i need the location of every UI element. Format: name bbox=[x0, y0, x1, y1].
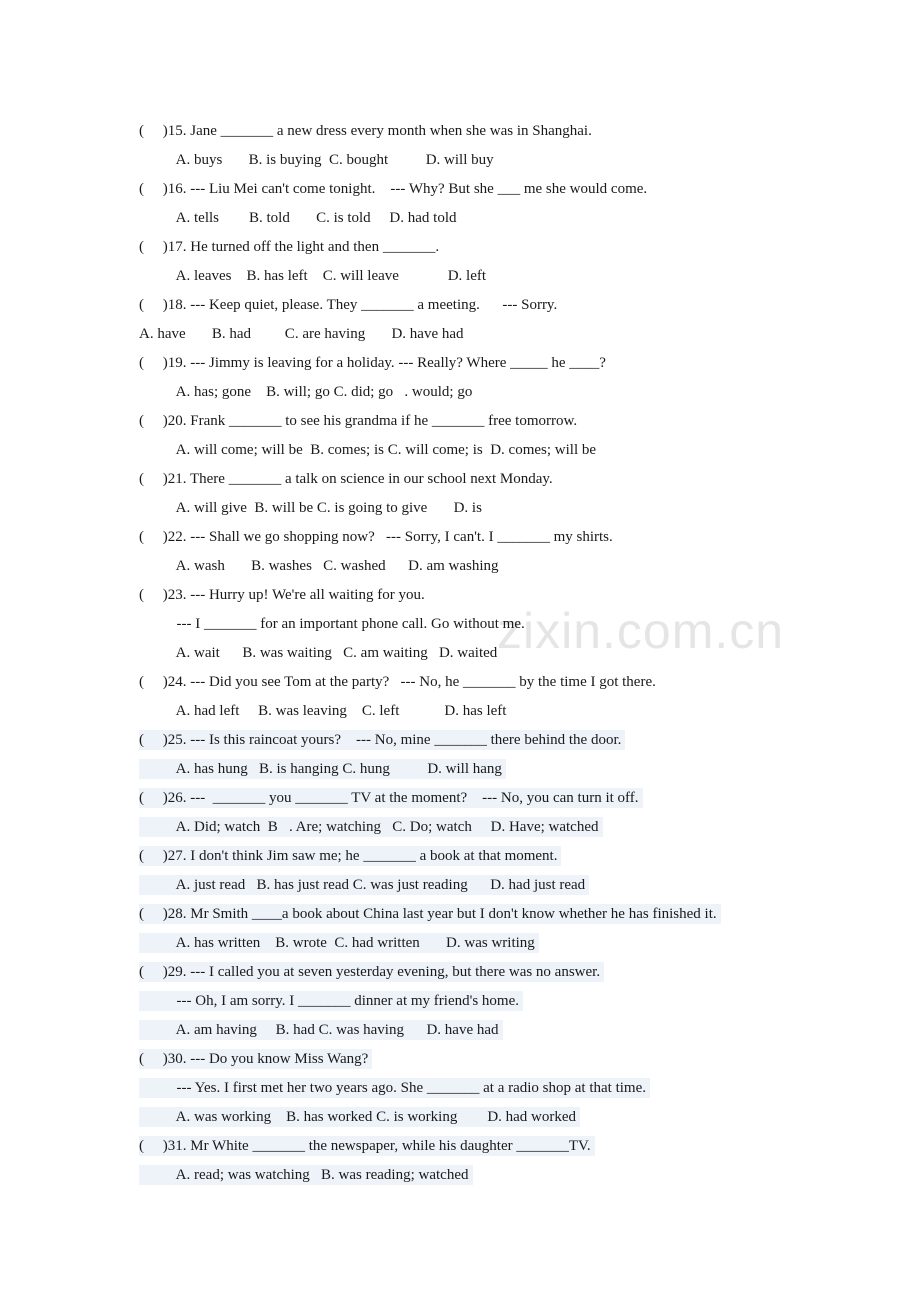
option-line: A. buys B. is buying C. bought D. will buy bbox=[139, 152, 494, 168]
option-line: A. am having B. had C. was having D. have had bbox=[139, 1022, 499, 1038]
question-line: ( )30. --- Do you know Miss Wang? bbox=[139, 1051, 369, 1067]
question-line: ( )23. --- Hurry up! We're all waiting for you. bbox=[139, 587, 425, 603]
question-line: ( )22. --- Shall we go shopping now? --- Sorry, I can't. I _______ my shirts. bbox=[139, 529, 613, 545]
option-line: A. wash B. washes C. washed D. am washing bbox=[139, 558, 499, 574]
option-line: A. has; gone B. will; go C. did; go . would; go bbox=[139, 384, 473, 400]
watermark: zixin.com.cn bbox=[497, 603, 785, 659]
question-line: ( )31. Mr White _______ the newspaper, while his daughter _______TV. bbox=[139, 1138, 591, 1154]
option-line: A. will come; will be B. comes; is C. will come; is D. comes; will be bbox=[139, 442, 597, 458]
question-line: ( )19. --- Jimmy is leaving for a holiday. --- Really? Where _____ he ____? bbox=[139, 355, 606, 371]
question-line: ( )25. --- Is this raincoat yours? --- No, mine _______ there behind the door. bbox=[139, 732, 622, 748]
question-line: ( )20. Frank _______ to see his grandma if he _______ free tomorrow. bbox=[139, 413, 578, 429]
question-line: ( )29. --- I called you at seven yesterday evening, but there was no answer. bbox=[139, 964, 601, 980]
question-line: ( )26. --- _______ you _______ TV at the moment? --- No, you can turn it off. bbox=[139, 790, 639, 806]
option-line: A. leaves B. has left C. will leave D. left bbox=[139, 268, 487, 284]
option-line: A. has hung B. is hanging C. hung D. will hang bbox=[139, 761, 502, 777]
option-line: A. has written B. wrote C. had written D. was writing bbox=[139, 935, 535, 951]
question-line: ( )16. --- Liu Mei can't come tonight. --- Why? But she ___ me she would come. bbox=[139, 181, 648, 197]
option-line: A. Did; watch B . Are; watching C. Do; watch D. Have; watched bbox=[139, 819, 599, 835]
option-line: --- Yes. I first met her two years ago. She _______ at a radio shop at that time. bbox=[139, 1080, 646, 1096]
question-line: ( )18. --- Keep quiet, please. They _______ a meeting. --- Sorry. bbox=[139, 297, 558, 313]
question-line: ( )27. I don't think Jim saw me; he _______ a book at that moment. bbox=[139, 848, 558, 864]
option-line: --- Oh, I am sorry. I _______ dinner at my friend's home. bbox=[139, 993, 519, 1009]
question-line: ( )21. There _______ a talk on science in our school next Monday. bbox=[139, 471, 553, 487]
question-line: ( )15. Jane _______ a new dress every month when she was in Shanghai. bbox=[139, 123, 592, 139]
option-line: A. wait B. was waiting C. am waiting D. waited bbox=[139, 645, 498, 661]
option-line: --- I _______ for an important phone call. Go without me. bbox=[139, 616, 525, 632]
question-line: ( )28. Mr Smith ____a book about China last year but I don't know whether he has finished it. bbox=[139, 906, 717, 922]
question-line: ( )24. --- Did you see Tom at the party? --- No, he _______ by the time I got there. bbox=[139, 674, 656, 690]
option-line: A. was working B. has worked C. is working D. had worked bbox=[139, 1109, 577, 1125]
option-line: A. tells B. told C. is told D. had told bbox=[139, 210, 457, 226]
option-line: A. read; was watching B. was reading; watched bbox=[139, 1167, 469, 1183]
option-line: A. will give B. will be C. is going to give D. is bbox=[139, 500, 482, 516]
option-line: A. have B. had C. are having D. have had bbox=[139, 326, 464, 342]
option-line: A. had left B. was leaving C. left D. has left bbox=[139, 703, 507, 719]
question-line: ( )17. He turned off the light and then _______. bbox=[139, 239, 440, 255]
option-line: A. just read B. has just read C. was just reading D. had just read bbox=[139, 877, 586, 893]
